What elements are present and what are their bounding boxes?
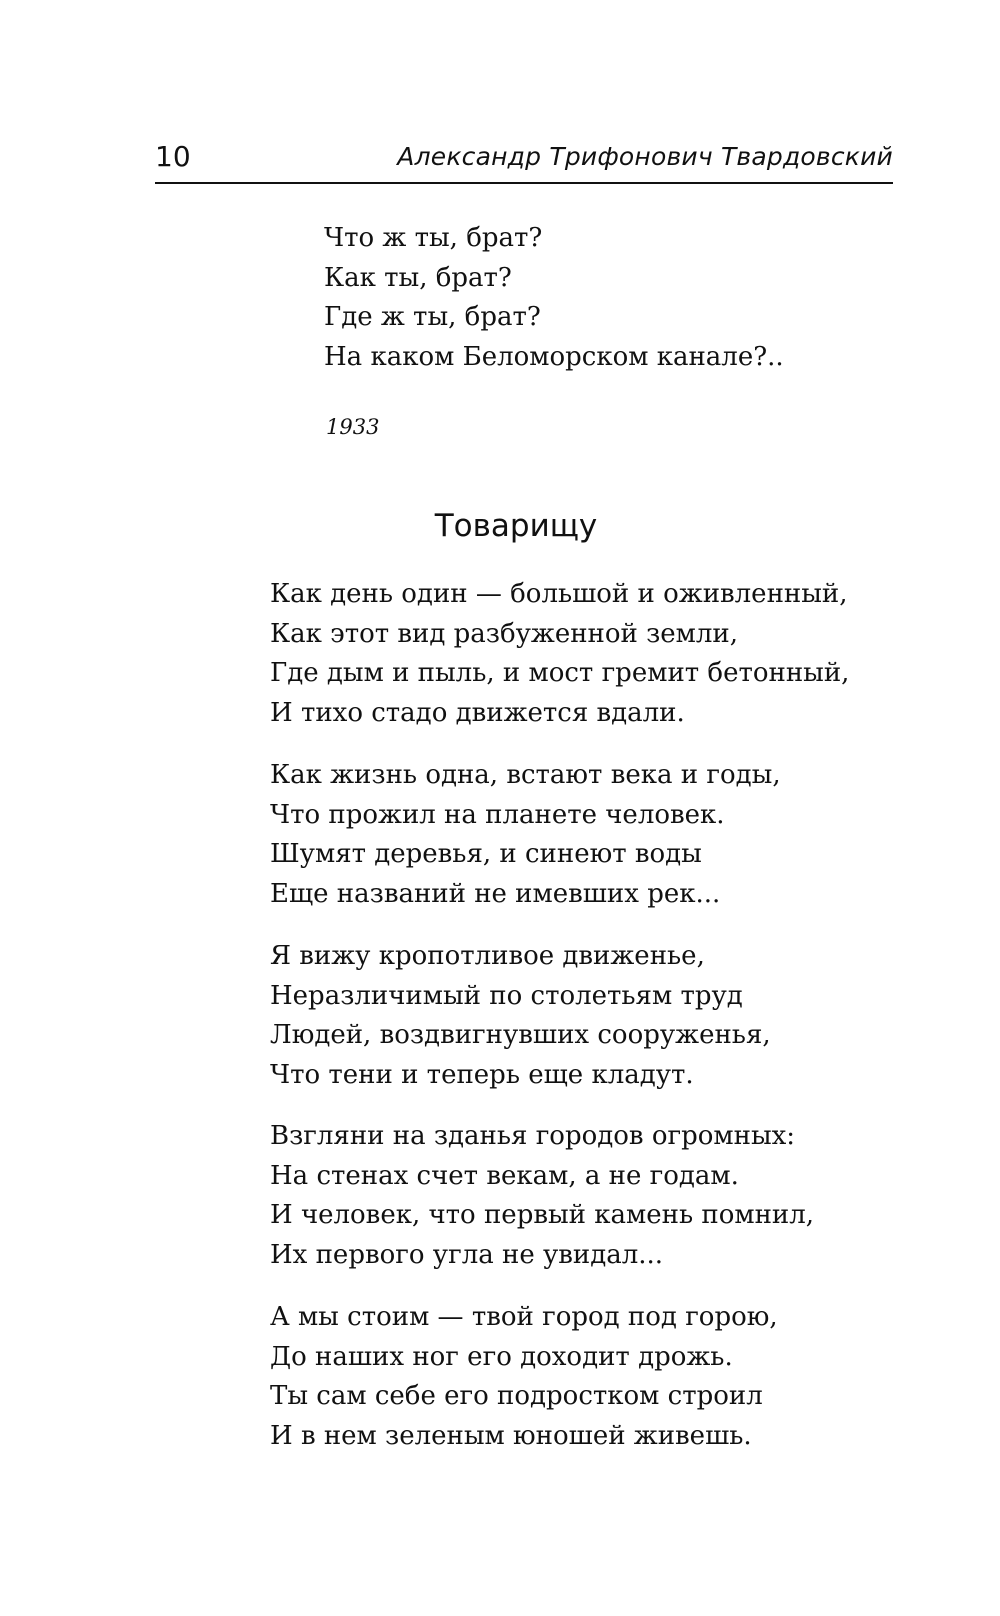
verse-line: Что тени и теперь еще кладут. xyxy=(270,1059,694,1090)
verse-line: Людей, воздвигнувших сооруженья, xyxy=(270,1020,771,1050)
verse-line: И в нем зеленым юношей живешь. xyxy=(270,1420,752,1451)
verse-line: И человек, что первый камень помнил, xyxy=(270,1200,815,1230)
stanza-4 xyxy=(270,1117,814,1275)
poem-date: 1933 xyxy=(326,415,380,439)
verse-line: Как ты, брат? xyxy=(324,262,512,293)
verse-line: Как этот вид разбуженной земли, xyxy=(270,618,739,649)
verse-line: А мы стоим — твой город под горою, xyxy=(270,1302,778,1332)
stanza-5 xyxy=(270,1298,778,1456)
page-header xyxy=(155,138,893,184)
stanza-3 xyxy=(270,937,771,1095)
verse-line: На стенах счет векам, а не годам. xyxy=(270,1160,739,1191)
stanza-1 xyxy=(270,575,849,733)
previous-poem-ending xyxy=(324,219,784,377)
stanza-2 xyxy=(270,756,781,914)
verse-line: Шумят деревья, и синеют воды xyxy=(270,839,702,869)
verse-line: Ты сам себе его подростком строил xyxy=(270,1381,763,1411)
verse-line: Где ж ты, брат? xyxy=(324,302,541,332)
verse-line: Где дым и пыль, и мост гремит бетонный, xyxy=(270,658,850,688)
verse-line: И тихо стадо движется вдали. xyxy=(270,697,685,728)
verse-line: До наших ног его доходит дрожь. xyxy=(270,1341,733,1372)
verse-line: Как день один — большой и оживленный, xyxy=(270,579,848,609)
page-number: 10 xyxy=(155,140,191,173)
verse-line: Что прожил на планете человек. xyxy=(270,799,725,830)
verse-line: Я вижу кропотливое движенье, xyxy=(270,941,705,971)
verse-line: Взгляни на зданья городов огромных: xyxy=(270,1121,796,1151)
verse-line: Их первого угла не увидал... xyxy=(270,1239,664,1270)
running-head-author: Александр Трифонович Твардовский xyxy=(397,142,893,171)
poem-title: Товарищу xyxy=(434,508,598,544)
verse-line: Еще названий не имевших рек... xyxy=(270,878,721,909)
verse-line: Что ж ты, брат? xyxy=(324,223,543,253)
verse-line: Неразличимый по столетьям труд xyxy=(270,980,743,1011)
verse-line: Как жизнь одна, встают века и годы, xyxy=(270,760,781,790)
verse-line: На каком Беломорском канале?.. xyxy=(324,341,784,372)
